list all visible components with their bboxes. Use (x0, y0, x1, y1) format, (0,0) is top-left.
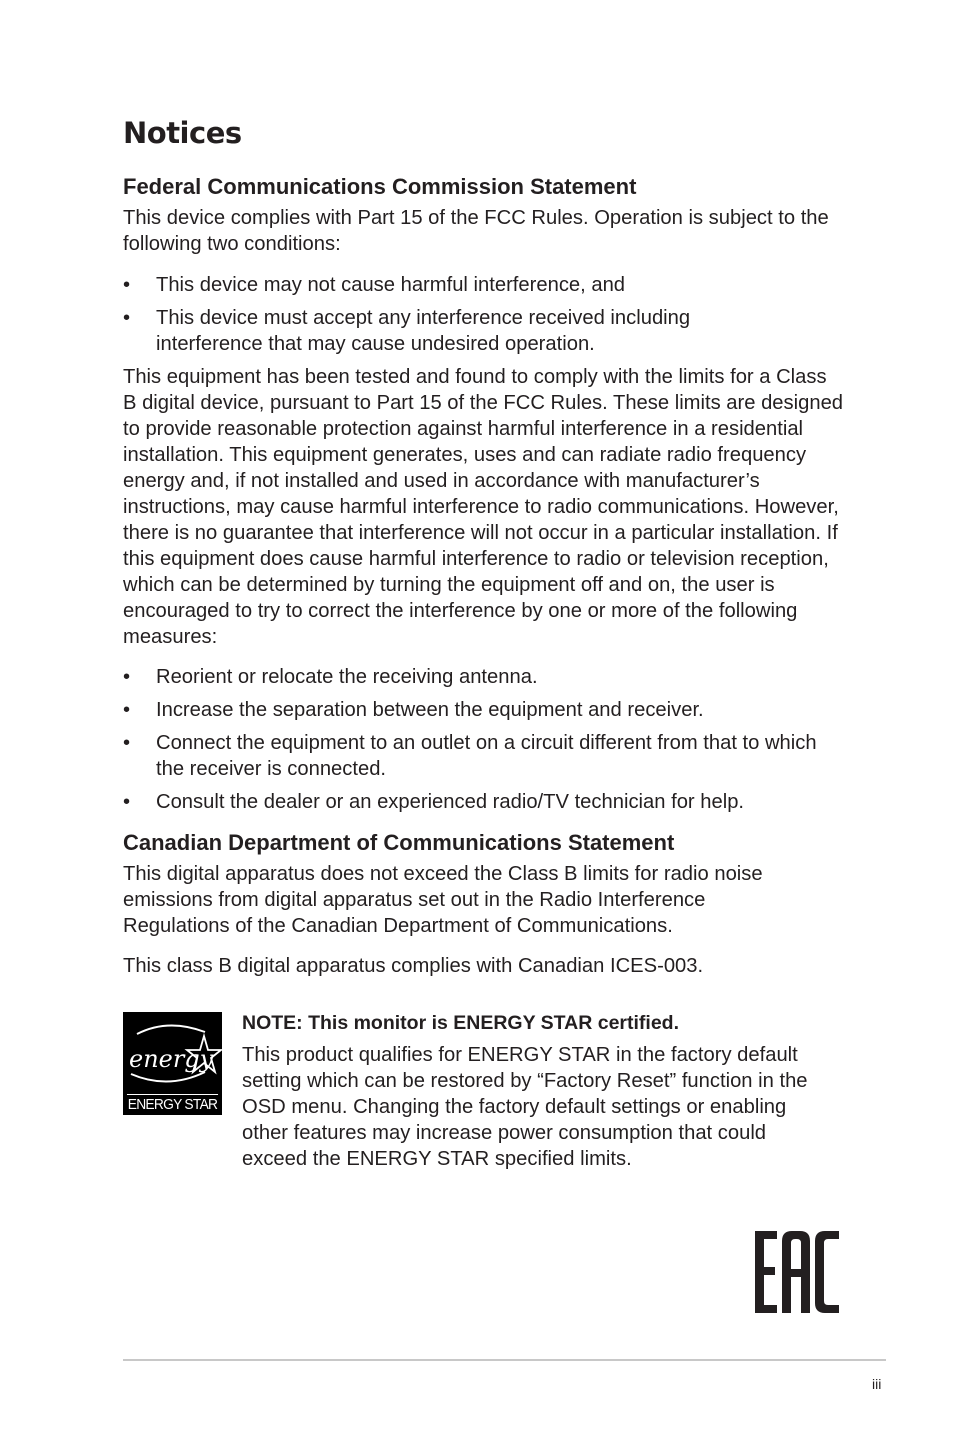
canada-para-1: This digital apparatus does not exceed the Class B limits for radio noise emissions from digital apparatus set out in the Radio Interference Regulations of the Canadian Department of Communications. (123, 863, 763, 937)
eac-icon (755, 1231, 839, 1313)
fcc-section (123, 173, 848, 815)
energy-note-body: This product qualifies for ENERGY STAR in the factory default setting which can be restored by “Factory Reset” function in the OSD menu. Changing the factory default settings or enabling other features may increase power consumption that could exceed the ENERGY STAR specified limits. (242, 1044, 808, 1170)
canada-heading: Canadian Department of Communications Statement (123, 830, 675, 855)
fcc-heading: Federal Communications Commission Statement (123, 174, 637, 199)
eac-mark (755, 1231, 839, 1318)
energy-script: energy (129, 1045, 214, 1073)
list-item: • Consult the dealer or an experienced radio/TV technician for help. (123, 789, 848, 815)
energy-star-logo (123, 1012, 222, 1115)
list-item: • Increase the separation between the equipment and receiver. (123, 697, 848, 723)
fcc-intro: This device complies with Part 15 of the FCC Rules. Operation is subject to the following two conditions: (123, 207, 829, 255)
energy-star-icon (123, 1012, 222, 1094)
list-item: • Reorient or relocate the receiving antenna. (123, 664, 848, 690)
page-number: iii (872, 1376, 882, 1392)
list-item: • Connect the equipment to an outlet on a circuit different from that to which the receiver is connected. (123, 730, 836, 782)
fcc-conditions-list (123, 272, 848, 357)
energy-star-label: ENERGY STAR (127, 1096, 218, 1113)
list-item: • This device may not cause harmful interference, and (123, 272, 848, 298)
page-title: Notices (123, 116, 242, 150)
footer-divider (123, 1359, 886, 1361)
energy-note-title: NOTE: This monitor is ENERGY STAR certified. (242, 1012, 679, 1034)
fcc-measures-list (123, 664, 848, 815)
list-item: • This device must accept any interference received including interference that may cause undesired operation. (123, 305, 756, 357)
canada-section (123, 829, 848, 979)
fcc-body: This equipment has been tested and found to comply with the limits for a Class B digital device, pursuant to Part 15 of the FCC Rules. These limits are designed to provide reasonable protection against harmful interference in a residential installation. This equipment generates, uses and can radiate radio frequency energy and, if not installed and used in accordance with manufacturer’s instructions, may cause harmful interference to radio communications. However, there is no guarantee that interference will not occur in a particular installation. If this equipment does cause harmful interference to radio or television reception, which can be determined by turning the equipment off and on, the user is encouraged to try to correct the interference by one or more of the following measures: (123, 366, 844, 648)
energy-note (242, 1010, 842, 1172)
canada-para-2: This class B digital apparatus complies with Canadian ICES-003. (123, 955, 704, 977)
